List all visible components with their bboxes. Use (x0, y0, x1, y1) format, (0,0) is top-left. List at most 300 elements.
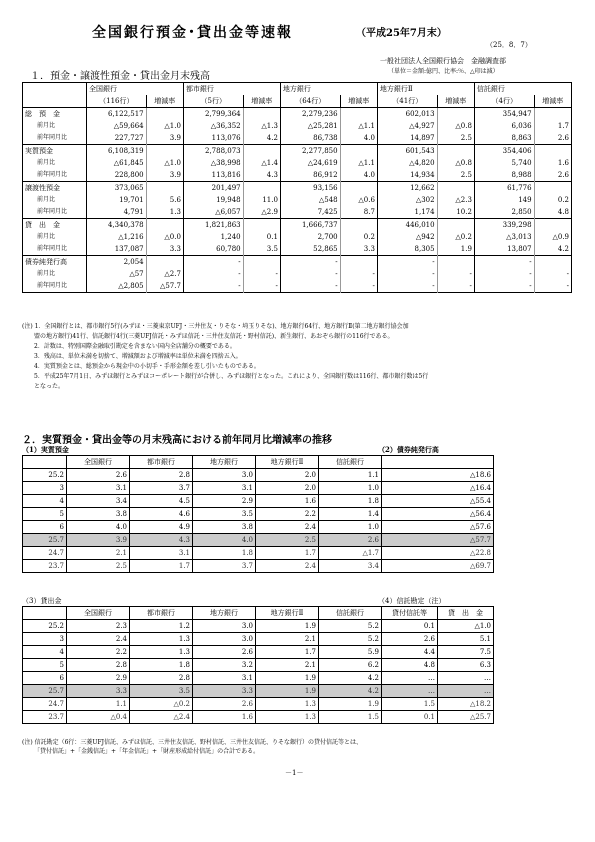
table-row (23, 469, 382, 482)
column-header: 全国銀行 (67, 607, 130, 620)
table-row (23, 560, 382, 573)
bank-count: （4行） (474, 95, 534, 108)
table-cell: 354,406 (474, 145, 534, 158)
table-cell: △57.7 (146, 280, 183, 293)
table-cell (146, 219, 183, 232)
table-cell: 4.5 (130, 495, 193, 508)
table-cell: △0.6 (340, 194, 377, 206)
table-cell: △24,619 (280, 157, 340, 169)
table-cell: △18.6 (382, 469, 494, 482)
table-cell: 0.1 (243, 231, 280, 243)
note-line: 盟の地方銀行)41行、信託銀行4行(三菱UFJ信託・みずほ信託・三井住友信託・野村信託)、新生銀行、あおぞら銀行の116行である。 (34, 333, 394, 340)
table-cell: 25.7 (23, 685, 67, 698)
table-cell: △1.0 (146, 120, 183, 132)
row-label: 譲渡性預金 (23, 182, 87, 195)
table-cell: 1.4 (319, 508, 382, 521)
table-cell: 602,013 (377, 108, 437, 121)
table-cell: △59,664 (86, 120, 146, 132)
table-cell: - (183, 256, 243, 269)
table-cell: - (280, 256, 340, 269)
table-cell: 1.6 (256, 495, 319, 508)
table-cell: △2.9 (243, 206, 280, 219)
table-cell: △57.6 (382, 521, 494, 534)
table-cell: - (243, 280, 280, 293)
table-cell: △0.9 (534, 231, 571, 243)
table-cell: 5.2 (319, 633, 382, 646)
table-cell: 93,156 (280, 182, 340, 195)
table-cell: △1.0 (438, 620, 494, 633)
table-cell: 3.7 (130, 482, 193, 495)
table-cell: 373,065 (86, 182, 146, 195)
table-cell: 24.7 (23, 547, 67, 560)
table-cell: 601,543 (377, 145, 437, 158)
table-cell: - (437, 268, 474, 280)
table-cell: △1.4 (243, 157, 280, 169)
table-cell: 2,277,850 (280, 145, 340, 158)
column-header: 都市銀行 (130, 607, 193, 620)
table-cell: 86,738 (280, 132, 340, 145)
table-row (23, 547, 382, 560)
table-cell: 11.0 (243, 194, 280, 206)
table-cell: 446,010 (377, 219, 437, 232)
table-cell (437, 256, 474, 269)
table-cell (243, 182, 280, 195)
table-cell: △1.1 (340, 157, 377, 169)
section2-title: ２．実質預金・貸出金等の月末残高における前年同月比増減率の推移 (22, 435, 332, 446)
table-cell: 5,740 (474, 157, 534, 169)
table-cell: - (474, 256, 534, 269)
table-cell: 0.1 (382, 620, 438, 633)
table-cell: 14,934 (377, 169, 437, 182)
table-row (23, 108, 572, 121)
table-cell (534, 219, 571, 232)
table-cell: 2.2 (67, 646, 130, 659)
table-cell: △4,820 (377, 157, 437, 169)
column-header: 信託銀行 (319, 456, 382, 469)
table-cell: - (377, 268, 437, 280)
table-row (23, 219, 572, 232)
table-cell: 1.7 (256, 547, 319, 560)
table-cell: △25.7 (438, 711, 494, 724)
table-cell: 113,816 (183, 169, 243, 182)
table-cell: 4.6 (130, 508, 193, 521)
bank-count: （41行） (377, 95, 437, 108)
corner-cell (23, 95, 87, 108)
table-row (382, 508, 494, 521)
table-row (23, 685, 382, 698)
table-cell: △0.4 (67, 711, 130, 724)
table-cell (243, 219, 280, 232)
column-header: 地方銀行Ⅱ (256, 607, 319, 620)
table-cell: 4.2 (319, 672, 382, 685)
table-cell: △56.4 (382, 508, 494, 521)
column-header (23, 607, 67, 620)
table-cell: 1.8 (130, 659, 193, 672)
table-cell: … (382, 685, 438, 698)
table-cell: 3.1 (193, 672, 256, 685)
table-cell: - (280, 280, 340, 293)
table-cell (437, 108, 474, 121)
table-cell (437, 219, 474, 232)
table-cell: 2.6 (193, 646, 256, 659)
table-label-bonds: （2）債券純発行高 (378, 445, 439, 454)
table-row (23, 711, 382, 724)
table-row (23, 243, 572, 256)
table-cell: 1.8 (193, 547, 256, 560)
table-cell (243, 256, 280, 269)
column-header: 地方銀行 (193, 456, 256, 469)
table-cell: 4.3 (243, 169, 280, 182)
table-cell: 1.6 (193, 711, 256, 724)
header-row (382, 607, 494, 620)
balances-body (23, 108, 572, 293)
table-cell: 4.2 (319, 685, 382, 698)
table-cell: 3.3 (340, 243, 377, 256)
table-cell: 86,912 (280, 169, 340, 182)
table-cell: - (534, 280, 571, 293)
table-cell: △38,998 (183, 157, 243, 169)
note-line: (注) 信託勘定（6行：三菱UFJ信託、みずほ信託、三井住友信託、野村信託、三井住友信託、りそな銀行）の貸付信託等とは、 (22, 739, 363, 746)
table-cell: 5 (23, 508, 67, 521)
note-line: 2．計数は、特別国際金融取引勘定を含まない国内全店舗分の概要である。 (34, 343, 236, 350)
table-cell: 19,701 (86, 194, 146, 206)
table-cell: △0.8 (437, 120, 474, 132)
table-cell: 2.4 (256, 560, 319, 573)
table-cell (534, 256, 571, 269)
table-cell: 12,662 (377, 182, 437, 195)
table-cell: 113,076 (183, 132, 243, 145)
table-cell: △57.7 (382, 534, 494, 547)
table-row (23, 120, 572, 132)
table-cell: … (438, 672, 494, 685)
table-cell: 1.3 (256, 698, 319, 711)
table-row (382, 633, 494, 646)
row-label: 前年同月比 (23, 243, 87, 256)
table-cell: 2,799,364 (183, 108, 243, 121)
table-cell: △61,845 (86, 157, 146, 169)
row-label: 総 預 金 (23, 108, 87, 121)
table-cell: 3.9 (146, 169, 183, 182)
header-row (23, 607, 382, 620)
table-cell: 2,850 (474, 206, 534, 219)
table-row (23, 145, 572, 158)
note-line: 3．残高は、単位未満を切捨て、増減額および増減率は単位未満を四捨五入。 (34, 353, 242, 360)
table-cell: △0.0 (146, 231, 183, 243)
table-row (23, 157, 572, 169)
table-cell: 3 (23, 633, 67, 646)
table-cell: 3.1 (193, 482, 256, 495)
table-row (382, 560, 494, 573)
deposit-growth-table (22, 455, 382, 573)
table-cell: 1.9 (256, 685, 319, 698)
rate-header: 増減率 (437, 95, 474, 108)
table-cell: - (377, 256, 437, 269)
table-cell: 8.7 (340, 206, 377, 219)
table-row (23, 182, 572, 195)
table-cell: 6 (23, 672, 67, 685)
table-label-loans: （3）貸出金 (22, 597, 62, 605)
table-cell: △0.2 (437, 231, 474, 243)
table-cell: 3.8 (67, 508, 130, 521)
table-cell: 7,425 (280, 206, 340, 219)
bank-count: （116行） (86, 95, 146, 108)
header-row (382, 456, 494, 469)
page-title: 全国銀行預金･貸出金等速報 (92, 25, 293, 41)
table-cell: 1.7 (534, 120, 571, 132)
rate-header: 増減率 (340, 95, 377, 108)
column-header: 都市銀行 (130, 456, 193, 469)
issuer: 一般社団法人全国銀行協会 金融調査部 (380, 57, 506, 65)
table-row (23, 169, 572, 182)
table-cell (437, 182, 474, 195)
table-cell: 1.8 (319, 495, 382, 508)
table-row (23, 495, 382, 508)
table-cell: △16.4 (382, 482, 494, 495)
table-cell: 25.2 (23, 620, 67, 633)
table-row (23, 698, 382, 711)
table-cell (534, 108, 571, 121)
bank-count: （5行） (183, 95, 243, 108)
table-cell: 228,800 (86, 169, 146, 182)
row-label: 前月比 (23, 268, 87, 280)
table-cell: … (382, 672, 438, 685)
table-cell: 3.2 (193, 659, 256, 672)
table-cell: △2.3 (437, 194, 474, 206)
table-cell: 2.0 (256, 469, 319, 482)
table-cell: 14,897 (377, 132, 437, 145)
table-cell: 5.1 (438, 633, 494, 646)
table-cell: 3.0 (193, 633, 256, 646)
bank-header: 全国銀行 (86, 83, 183, 96)
table-cell: 23.7 (23, 560, 67, 573)
table-cell (146, 256, 183, 269)
table-cell: 2,700 (280, 231, 340, 243)
table-cell: 1.0 (319, 482, 382, 495)
table-row (23, 482, 382, 495)
table-label-trust: （4）信託勘定（注） (378, 597, 446, 605)
table-cell: 1.1 (67, 698, 130, 711)
bank-count: （64行） (280, 95, 340, 108)
table-cell: 6,036 (474, 120, 534, 132)
table-cell: 2,279,236 (280, 108, 340, 121)
table-cell: 0.1 (382, 711, 438, 724)
note-line: 「貸付信託」+「金銭信託」+「年金信託」+「財産形成給付信託」の合計である。 (34, 748, 260, 755)
table-cell: 4,791 (86, 206, 146, 219)
table-cell: 25.7 (23, 534, 67, 547)
table-cell: 1.9 (437, 243, 474, 256)
section1-title: １．預金・譲渡性預金・貸出金月末残高 (30, 71, 210, 82)
table-cell: 3.9 (67, 534, 130, 547)
table-cell: △0.8 (437, 157, 474, 169)
table-cell (146, 145, 183, 158)
note-line: 4．実質預金とは、総預金から現金中の小切手・手形金額を差し引いたものである。 (34, 363, 260, 370)
table-cell: △57 (86, 268, 146, 280)
bond-growth-table (381, 455, 494, 573)
table-cell: 4.8 (382, 659, 438, 672)
table-cell: 2.9 (67, 672, 130, 685)
row-label: 貸 出 金 (23, 219, 87, 232)
table-cell: 4.4 (382, 646, 438, 659)
table-cell: △22.8 (382, 547, 494, 560)
table-row (382, 685, 494, 698)
table-row (23, 521, 382, 534)
table-cell: △548 (280, 194, 340, 206)
table-cell: △1.1 (340, 120, 377, 132)
bank-header: 地方銀行 (280, 83, 377, 96)
table-cell: △1.3 (243, 120, 280, 132)
table-cell: 1.9 (319, 698, 382, 711)
table-cell: 2.9 (193, 495, 256, 508)
table-row (382, 534, 494, 547)
table-cell: 3.3 (193, 685, 256, 698)
row-label: 前年同月比 (23, 132, 87, 145)
table-cell: - (474, 280, 534, 293)
row-label: 前年同月比 (23, 280, 87, 293)
table-cell: △36,352 (183, 120, 243, 132)
table-cell: - (183, 280, 243, 293)
table-cell: 4.3 (130, 534, 193, 547)
table-cell: 2.5 (437, 132, 474, 145)
table-cell: 3.0 (193, 469, 256, 482)
table-cell: 354,947 (474, 108, 534, 121)
table-cell: 1,240 (183, 231, 243, 243)
column-header (382, 456, 494, 469)
table-cell: 2.5 (256, 534, 319, 547)
table-cell: 5.2 (319, 620, 382, 633)
table-cell (340, 108, 377, 121)
note-line: (注) 1．全国銀行とは、都市銀行5行(みずほ・三菱東京UFJ・三井住友・りそな・埼玉りそな)、地方銀行64行、地方銀行Ⅱ(第二地方銀行協会加 (22, 323, 409, 330)
table-row (382, 711, 494, 724)
table-cell: 227,727 (86, 132, 146, 145)
table-cell: - (183, 268, 243, 280)
notes-1 (22, 322, 582, 392)
table-cell: 4.8 (534, 206, 571, 219)
column-header: 地方銀行 (193, 607, 256, 620)
table-cell: 1,821,863 (183, 219, 243, 232)
table-row (23, 268, 572, 280)
table-cell: 0.2 (340, 231, 377, 243)
table-cell: 2.6 (67, 469, 130, 482)
table-cell (340, 182, 377, 195)
table-cell: 1.7 (256, 646, 319, 659)
table-row (23, 206, 572, 219)
table-row (382, 521, 494, 534)
table-cell: 4,340,378 (86, 219, 146, 232)
column-header: 全国銀行 (67, 456, 130, 469)
note-line: 5．平成25年7月1日、みずほ銀行とみずほコーポレート銀行が合併し、みずほ銀行となった。これにより、全国銀行数は116行、都市銀行数は5行 (34, 373, 429, 380)
table-row (23, 132, 572, 145)
table-cell: 1.0 (319, 521, 382, 534)
row-label: 前年同月比 (23, 206, 87, 219)
row-label: 前月比 (23, 194, 87, 206)
table-cell: … (438, 685, 494, 698)
table-cell: 339,298 (474, 219, 534, 232)
table-cell: 25.2 (23, 469, 67, 482)
table-cell: - (243, 268, 280, 280)
table-row (382, 469, 494, 482)
table-row (382, 620, 494, 633)
table-cell: △2.4 (130, 711, 193, 724)
table-row (23, 508, 382, 521)
table-cell: 2.1 (256, 633, 319, 646)
table-cell: 1,174 (377, 206, 437, 219)
table-cell: 2.6 (382, 633, 438, 646)
row-label: 実質預金 (23, 145, 87, 158)
table-cell: 4.0 (193, 534, 256, 547)
table-cell: 1.1 (319, 469, 382, 482)
table-cell: 2,054 (86, 256, 146, 269)
table-cell: - (280, 268, 340, 280)
table-cell: 4.0 (340, 169, 377, 182)
table-cell (340, 256, 377, 269)
bank-header: 信託銀行 (474, 83, 571, 96)
table-cell: △2,805 (86, 280, 146, 293)
table-cell: 24.7 (23, 698, 67, 711)
table-cell: 1.7 (130, 560, 193, 573)
table-cell: 52,865 (280, 243, 340, 256)
table-cell: △69.7 (382, 560, 494, 573)
table-cell: 1.3 (146, 206, 183, 219)
table-cell: △3,013 (474, 231, 534, 243)
table-cell: 23.7 (23, 711, 67, 724)
table-cell: 3.4 (67, 495, 130, 508)
table-cell: 13,807 (474, 243, 534, 256)
table-cell: 1.3 (130, 633, 193, 646)
table-cell: 2.4 (67, 633, 130, 646)
rate-header: 増減率 (534, 95, 571, 108)
balances-table (22, 82, 572, 293)
table-cell: 1.9 (256, 620, 319, 633)
table-cell: 4 (23, 495, 67, 508)
table-row (382, 659, 494, 672)
table-row (382, 495, 494, 508)
table-cell (340, 145, 377, 158)
table-cell: △6,057 (183, 206, 243, 219)
table-cell: 19,948 (183, 194, 243, 206)
table-cell: 2.1 (256, 659, 319, 672)
table-cell: 2.5 (437, 169, 474, 182)
table-cell: △25,281 (280, 120, 340, 132)
table-cell: 1.5 (382, 698, 438, 711)
table-cell: 5.9 (319, 646, 382, 659)
table-cell: 4.2 (243, 132, 280, 145)
table-cell: 2.0 (256, 482, 319, 495)
rate-header: 増減率 (146, 95, 183, 108)
note-line: となった。 (34, 383, 65, 390)
table-cell (437, 145, 474, 158)
table-cell: 2.1 (67, 547, 130, 560)
loan-growth-table (22, 606, 382, 724)
table-cell: 1.9 (256, 672, 319, 685)
table-cell (340, 219, 377, 232)
table-cell: 2.8 (67, 659, 130, 672)
table-row (23, 231, 572, 243)
table-cell: - (437, 280, 474, 293)
table-row (382, 698, 494, 711)
table-cell: 5.6 (146, 194, 183, 206)
table-cell: 3.5 (193, 508, 256, 521)
table-cell: 2.8 (130, 469, 193, 482)
table-cell: 2.6 (193, 698, 256, 711)
table-row (382, 482, 494, 495)
corner-cell (23, 83, 87, 96)
table-row (23, 672, 382, 685)
table-cell: 3.3 (146, 243, 183, 256)
column-header: 貸付信託等 (382, 607, 438, 620)
trust-growth-table (381, 606, 494, 724)
row-label: 前月比 (23, 120, 87, 132)
table-cell: △55.4 (382, 495, 494, 508)
